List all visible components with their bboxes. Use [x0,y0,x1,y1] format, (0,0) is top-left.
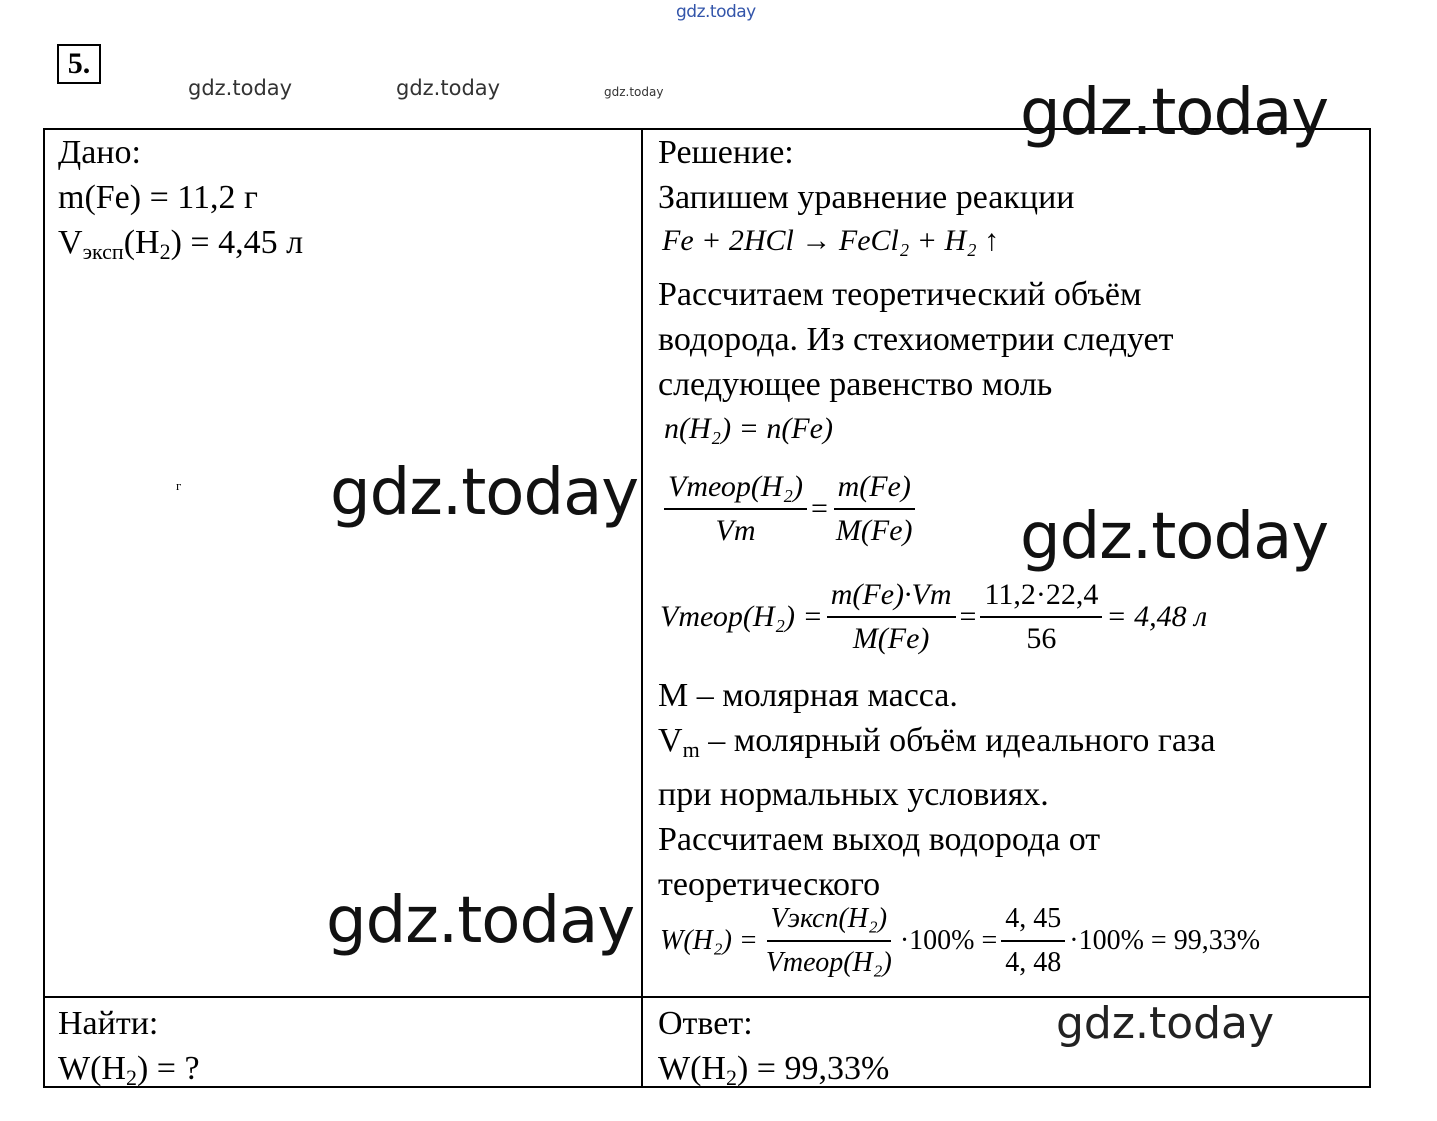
task-number: 5. [57,44,101,84]
watermark-large: gdz.today [330,456,639,530]
reaction-equation: Fe + 2HCl → FeCl₂ + H₂ ↑ [662,224,1000,257]
watermark-small: gdz.today [188,76,293,100]
given-heading: Дано: [58,134,141,171]
given-volume: $V_{эксп}(H_2) = 4,45$ л [58,224,304,264]
answer-cell [658,1001,889,1100]
given-cell [58,130,303,274]
solution-line: при нормальных условиях. [658,776,1049,813]
solution-line: Запишем уравнение реакции [658,179,1075,216]
solution-header [658,130,1074,220]
solution-line: теоретического [658,866,881,903]
definitions [658,673,1215,907]
find-heading: Найти: [58,1005,159,1042]
watermark-large: gdz.today [1020,76,1329,150]
answer-value: $W(H_2) = 99,33\%$ [658,1050,890,1090]
definition-molar-volume: $V_m$ – молярный объём идеального газа [658,722,1216,762]
answer-heading: Ответ: [658,1005,753,1042]
stray-mark: г [176,478,182,493]
solution-paragraph [658,272,1173,407]
column-divider [641,128,643,1088]
find-cell [58,1001,200,1100]
watermark-medium: gdz.today [1056,998,1275,1049]
given-mass: m(Fe) = 11,2 г [58,179,258,216]
moles-equation: n(H₂) = n(Fe) [664,412,833,445]
yield-calculation: W(H₂) = $\frac{\text{Vэксп(H₂)}}{\text{Vтеор(H₂)}}$ ·100% = $\frac{4, 45}{4, 48}$ ·100% = 99,33% [660,900,1260,982]
ratio-equation: $\frac{\text{Vтеор(H₂)}}{Vm}$ = $\frac{m(Fe)}{M(Fe)}$ [660,468,921,550]
volume-calculation: Vтеор(H₂) = $\frac{m(Fe)\cdot Vm}{M(Fe)}$ = $\frac{11,2\cdot 22,4}{56}$ = 4,48 л [660,578,1208,655]
solution-heading: Решение: [658,134,794,171]
watermark-large: gdz.today [1020,500,1329,574]
watermark-top: gdz.today [676,2,756,22]
definition-molar-mass: M – молярная масса. [658,677,958,714]
watermark-tiny: gdz.today [604,85,664,99]
watermark-small: gdz.today [396,76,501,100]
solution-line: следующее равенство моль [658,366,1053,403]
watermark-large: gdz.today [326,884,635,958]
solution-line: Рассчитаем теоретический объём [658,276,1142,313]
solution-line: Рассчитаем выход водорода от [658,821,1101,858]
find-target: $W(H_2)$ = ? [58,1050,200,1090]
solution-line: водорода. Из стехиометрии следует [658,321,1174,358]
